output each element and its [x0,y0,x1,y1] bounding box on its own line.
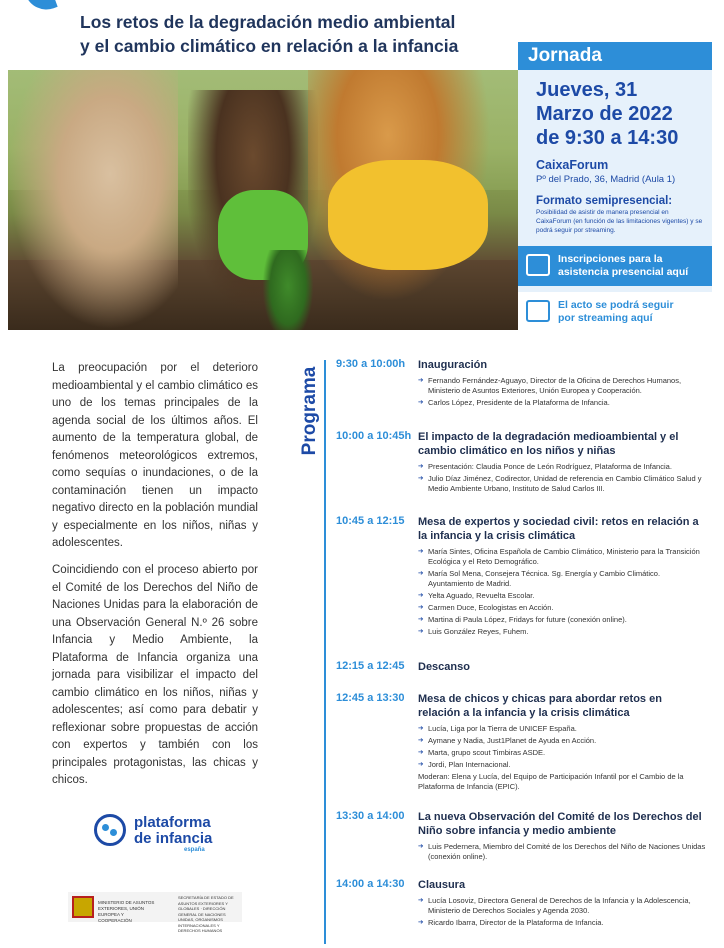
corner-decoration [24,0,57,16]
streaming-label [558,299,674,325]
programa-label-text: Programa [299,366,320,456]
program-session [336,660,706,674]
session-time: 14:00 a 14:30 [336,878,405,890]
logo-dot-2 [110,829,117,836]
format-title: Formato semipresencial: [536,195,673,207]
session-time: 12:45 a 13:30 [336,692,405,704]
speaker-item: ➔ Lucía, Liga por la Tierra de UNICEF España. [418,724,706,734]
session-speakers [418,724,706,770]
session-time: 10:00 a 10:45h [336,430,412,442]
program-session [336,358,706,410]
logo-dot-1 [102,824,109,831]
speaker-item: ➔ Jordi, Plan Internacional. [418,760,706,770]
chair-icon [526,254,550,276]
session-time: 10:45 a 12:15 [336,515,405,527]
speaker-item: ➔ Carlos López, Presidente de la Plataforma de Infancia. [418,398,706,408]
intro-paragraph-2: Coincidiendo con el proceso abierto por el Comité de los Derechos del Niño de Naciones Unidas para la elaboración de una Observación General N.º 26 sobre Infancia y Medio Ambiente, la Plataforma de Infancia organiza una jornada para visibilizar el impacto del cambio climático en los niños, niñas y adolescentes; así como para debatir y reflexionar sobre propuestas de acción con expertos y también con los principales protagonistas, las chicas y chicos. [52,564,258,786]
speaker-item: ➔ Marta, grupo scout Timbiras ASDE. [418,748,706,758]
format-description: Posibilidad de asistir de manera presencial en CaixaForum (en función de las limitaciones vigentes) y se podrá seguir por streaming. [536,209,703,234]
date-line-3: de 9:30 a 14:30 [536,127,679,149]
speaker-item: ➔ María Sintes, Oficina Española de Cambio Climático, Ministerio para la Transición Ecológica y el Reto Demográfico. [418,547,706,567]
ministry-logo [68,892,242,933]
session-speakers [418,842,706,862]
session-title: Mesa de expertos y sociedad civil: retos en relación a la infancia y la crisis climática [418,516,699,542]
programa-label [298,362,324,462]
session-title: Descanso [418,661,470,673]
register-button[interactable] [518,246,712,286]
title-line-2: y el cambio climático en relación a la infancia [80,36,459,56]
speaker-item: ➔ Fernando Fernández-Aguayo, Director de la Oficina de Derechos Humanos, Ministerio de Asuntos Exteriores, Unión Europea y Cooperación. [418,376,706,396]
speaker-item: ➔ Ricardo Ibarra, Director de la Plataforma de Infancia. [418,918,706,928]
session-title: Clausura [418,879,466,891]
date-line-2: Marzo de 2022 [536,103,673,125]
session-title: El impacto de la degradación medioambiental y el cambio climático en los niños y niñas [418,431,679,457]
laptop-icon [526,300,550,322]
speaker-item: ➔ Presentación: Claudia Ponce de León Rodríguez, Plataforma de Infancia. [418,462,706,472]
session-speakers [418,547,706,637]
speaker-item: ➔ Luis González Reyes, Fuhem. [418,627,706,637]
logo-line-1: plataforma [134,814,211,831]
event-date [518,70,712,150]
speaker-item: ➔ Carmen Duce, Ecologistas en Acción. [418,603,706,613]
jornada-header: Jornada [518,42,712,70]
streaming-label-line-1: El acto se podrá seguir [558,299,674,311]
program-session [336,515,706,639]
ministry-name: MINISTERIO DE ASUNTOS EXTERIORES, UNIÓN EUROPEA Y COOPERACIÓN [98,900,155,923]
streaming-button[interactable] [518,292,712,332]
plataforma-infancia-logo [94,810,234,854]
speaker-item: ➔ Martina di Paula López, Fridays for future (conexión online). [418,615,706,625]
coat-of-arms-icon [72,896,94,918]
venue-address: Pº del Prado, 36, Madrid (Aula 1) [536,174,676,185]
event-info-panel [518,42,712,332]
session-time: 12:15 a 12:45 [336,660,405,672]
speaker-item: ➔ Julio Díaz Jiménez, Codirector, Unidad de referencia en Cambio Climático Salud y Medio Ambiente Urbano, Instituto de Salud Carlos III. [418,474,706,494]
logo-line-2: de infancia [134,830,213,847]
session-title: Mesa de chicos y chicas para abordar retos en relación a la infancia y la crisis climática [418,693,662,719]
session-time: 13:30 a 14:00 [336,810,405,822]
speaker-item: ➔ Lucía Losoviz, Directora General de Derechos de la Infancia y la Adolescencia, Ministerio de Derechos Sociales y Agenda 2030. [418,896,706,916]
speaker-item: ➔ Aymane y Nadia, Just1Planet de Ayuda en Acción. [418,736,706,746]
page-title [80,10,520,58]
date-line-1: Jueves, 31 [536,79,638,101]
session-speakers [418,896,706,928]
program-session [336,430,706,496]
streaming-label-line-2: por streaming aquí [558,312,653,324]
program-session [336,692,706,792]
speaker-item: ➔ María Sol Mena, Consejera Técnica. Sg. Energía y Cambio Climático. Ayuntamiento de Madrid. [418,569,706,589]
programa-divider [324,360,326,944]
logo-line-3: españa [184,847,205,853]
register-label-line-1: Inscripciones para la [558,253,663,265]
session-title: La nueva Observación del Comité de los Derechos del Niño sobre infancia y medio ambiente [418,811,702,837]
session-note: Moderan: Elena y Lucía, del Equipo de Participación Infantil por el Cambio de la Plataforma de Infancia (EPIC). [418,772,684,791]
intro-paragraph-1: La preocupación por el deterioro medioambiental y el cambio climático es uno de los temas principales de la agenda social de los últimos años. El aumento de la temperatura global, de fenómenos meteorológicos extremos, como sequías o inundaciones, o de la contaminación tienen un impacto negativo directo en la población mundial y especialmente en los niños, niñas y adolescentes. [52,362,258,549]
speaker-item: ➔ Luis Pedernera, Miembro del Comité de los Derechos del Niño de Naciones Unidas (conexión online). [418,842,706,862]
register-label-line-2: asistencia presencial aquí [558,266,689,278]
program-session [336,810,706,864]
program-session [336,878,706,930]
session-speakers [418,376,706,408]
ministry-department: SECRETARÍA DE ESTADO DE ASUNTOS EXTERIORES Y GLOBALES · DIRECCIÓN GENERAL DE NACIONES UNIDAS, ORGANISMOS INTERNACIONALES Y DERECHOS HUMANOS [178,895,234,933]
session-title: Inauguración [418,359,488,371]
hero-photo [8,70,520,330]
session-speakers [418,462,706,494]
register-label [558,253,688,279]
session-time: 9:30 a 10:00h [336,358,406,370]
speaker-item: ➔ Yelta Aguado, Revuelta Escolar. [418,591,706,601]
venue-name: CaixaForum [536,158,609,172]
title-line-1: Los retos de la degradación medio ambiental [80,12,456,32]
